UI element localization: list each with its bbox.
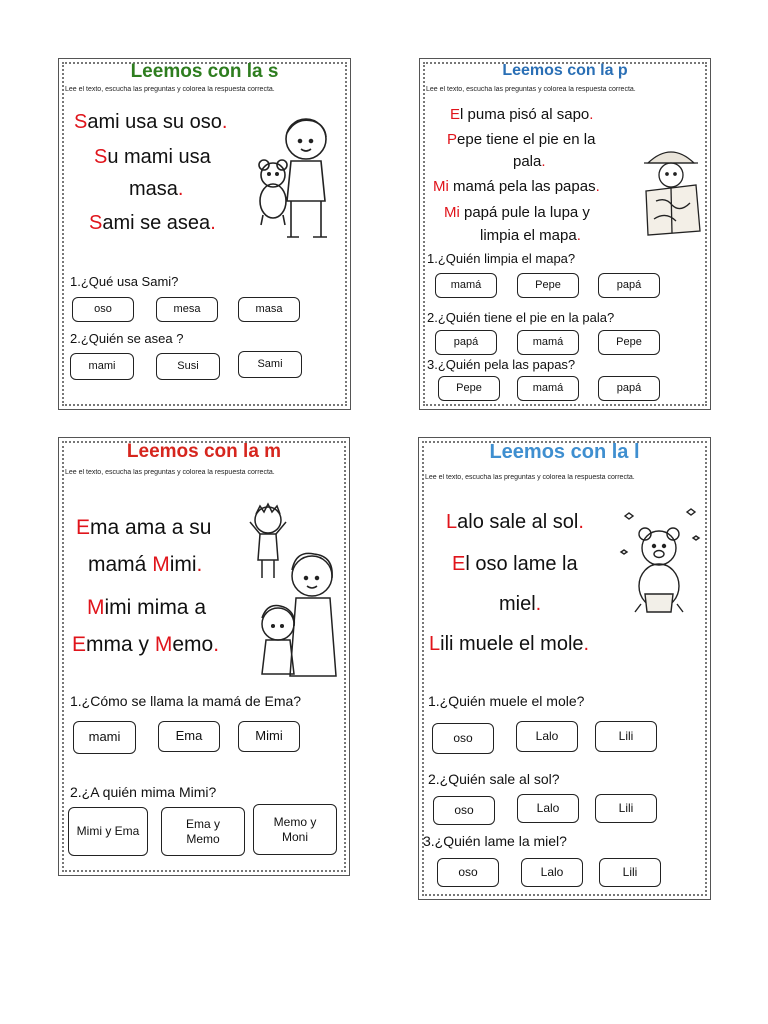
card-title: Leemos con la s xyxy=(130,61,279,82)
answer-option[interactable]: mamá xyxy=(517,376,579,401)
question: 1.¿Quién limpia el mapa? xyxy=(427,251,576,266)
answer-option[interactable]: Lili xyxy=(599,858,661,887)
reading-line: Mi mamá pela las papas. xyxy=(433,178,600,195)
question: 1.¿Cómo se llama la mamá de Ema? xyxy=(70,693,302,709)
answer-option[interactable]: Ema y Memo xyxy=(161,807,245,856)
answer-option[interactable]: Pepe xyxy=(598,330,660,355)
answer-option[interactable]: Lili xyxy=(595,794,657,823)
answer-option[interactable]: Memo y Moni xyxy=(253,804,337,855)
answer-option[interactable]: papá xyxy=(598,376,660,401)
answer-option[interactable]: Pepe xyxy=(517,273,579,298)
question: 2.¿Quién sale al sol? xyxy=(428,771,560,787)
question: 3.¿Quién pela las papas? xyxy=(427,357,576,372)
card-title: Leemos con la p xyxy=(502,62,628,79)
reading-line: mamá Mimi. xyxy=(88,553,203,576)
reading-line: El puma pisó al sapo. xyxy=(450,106,594,123)
question: 3.¿Quién lame la miel? xyxy=(423,833,567,849)
answer-option[interactable]: mesa xyxy=(156,297,218,322)
reading-line: El oso lame la xyxy=(452,553,578,575)
worksheet-card-s xyxy=(58,58,351,410)
reading-line: limpia el mapa. xyxy=(480,227,581,244)
explorer-reading-map-illustration xyxy=(636,141,706,241)
answer-option[interactable]: mami xyxy=(73,721,136,754)
boy-with-teddy-bear-illustration xyxy=(251,113,341,245)
reading-line: Sami usa su oso. xyxy=(74,111,228,133)
worksheet-card-p xyxy=(419,58,711,410)
instruction-text: Lee el texto, escucha las preguntas y colorea la respuesta correcta. xyxy=(65,86,275,93)
reading-line: miel. xyxy=(499,593,542,615)
answer-option[interactable]: Susi xyxy=(156,353,220,380)
answer-option[interactable]: oso xyxy=(437,858,499,887)
question: 1.¿Quién muele el mole? xyxy=(428,693,585,709)
question: 2.¿Quién se asea ? xyxy=(70,331,184,346)
reading-line: Su mami usa xyxy=(94,146,211,168)
answer-option[interactable]: oso xyxy=(433,796,495,825)
question: 2.¿Quién tiene el pie en la pala? xyxy=(427,310,615,325)
reading-line: Mimi mima a xyxy=(87,596,207,619)
worksheet-card-l xyxy=(418,437,711,900)
reading-line: Pepe tiene el pie en la xyxy=(447,131,596,148)
answer-option[interactable]: Lalo xyxy=(517,794,579,823)
answer-option[interactable]: Lili xyxy=(595,721,657,752)
instruction-text: Lee el texto, escucha las preguntas y colorea la respuesta correcta. xyxy=(426,86,636,93)
instruction-text: Lee el texto, escucha las preguntas y colorea la respuesta correcta. xyxy=(65,469,275,476)
question: 1.¿Qué usa Sami? xyxy=(70,274,179,289)
answer-option[interactable]: oso xyxy=(432,723,494,754)
answer-option[interactable]: Mimi xyxy=(238,721,300,752)
reading-line: pala. xyxy=(513,153,546,170)
instruction-text: Lee el texto, escucha las preguntas y colorea la respuesta correcta. xyxy=(425,474,635,481)
bear-with-honey-pot-illustration xyxy=(615,508,703,618)
worksheet-card-m xyxy=(58,437,350,876)
answer-option[interactable]: masa xyxy=(238,297,300,322)
answer-option[interactable]: mami xyxy=(70,353,134,380)
reading-line: masa. xyxy=(129,178,184,200)
answer-option[interactable]: Pepe xyxy=(438,376,500,401)
mother-hugging-girl-illustration xyxy=(244,498,344,678)
answer-option[interactable]: Lalo xyxy=(516,721,578,752)
answer-option[interactable]: papá xyxy=(598,273,660,298)
answer-option[interactable]: mamá xyxy=(435,273,497,298)
card-title: Leemos con la m xyxy=(126,441,282,462)
answer-option[interactable]: Mimi y Ema xyxy=(68,807,148,856)
reading-line: Ema ama a su xyxy=(76,516,212,539)
answer-option[interactable]: mamá xyxy=(517,330,579,355)
answer-option[interactable]: oso xyxy=(72,297,134,322)
card-title: Leemos con la l xyxy=(489,441,640,463)
answer-option[interactable]: Ema xyxy=(158,721,220,752)
reading-line: Emma y Memo. xyxy=(72,633,220,656)
answer-option[interactable]: Lalo xyxy=(521,858,583,887)
answer-option[interactable]: papá xyxy=(435,330,497,355)
answer-option[interactable]: Sami xyxy=(238,351,302,378)
reading-line: Sami se asea. xyxy=(89,212,216,234)
reading-line: Lili muele el mole. xyxy=(429,633,590,655)
reading-line: Mi papá pule la lupa y xyxy=(444,204,590,221)
question: 2.¿A quién mima Mimi? xyxy=(70,784,217,800)
reading-line: Lalo sale al sol. xyxy=(446,511,584,533)
